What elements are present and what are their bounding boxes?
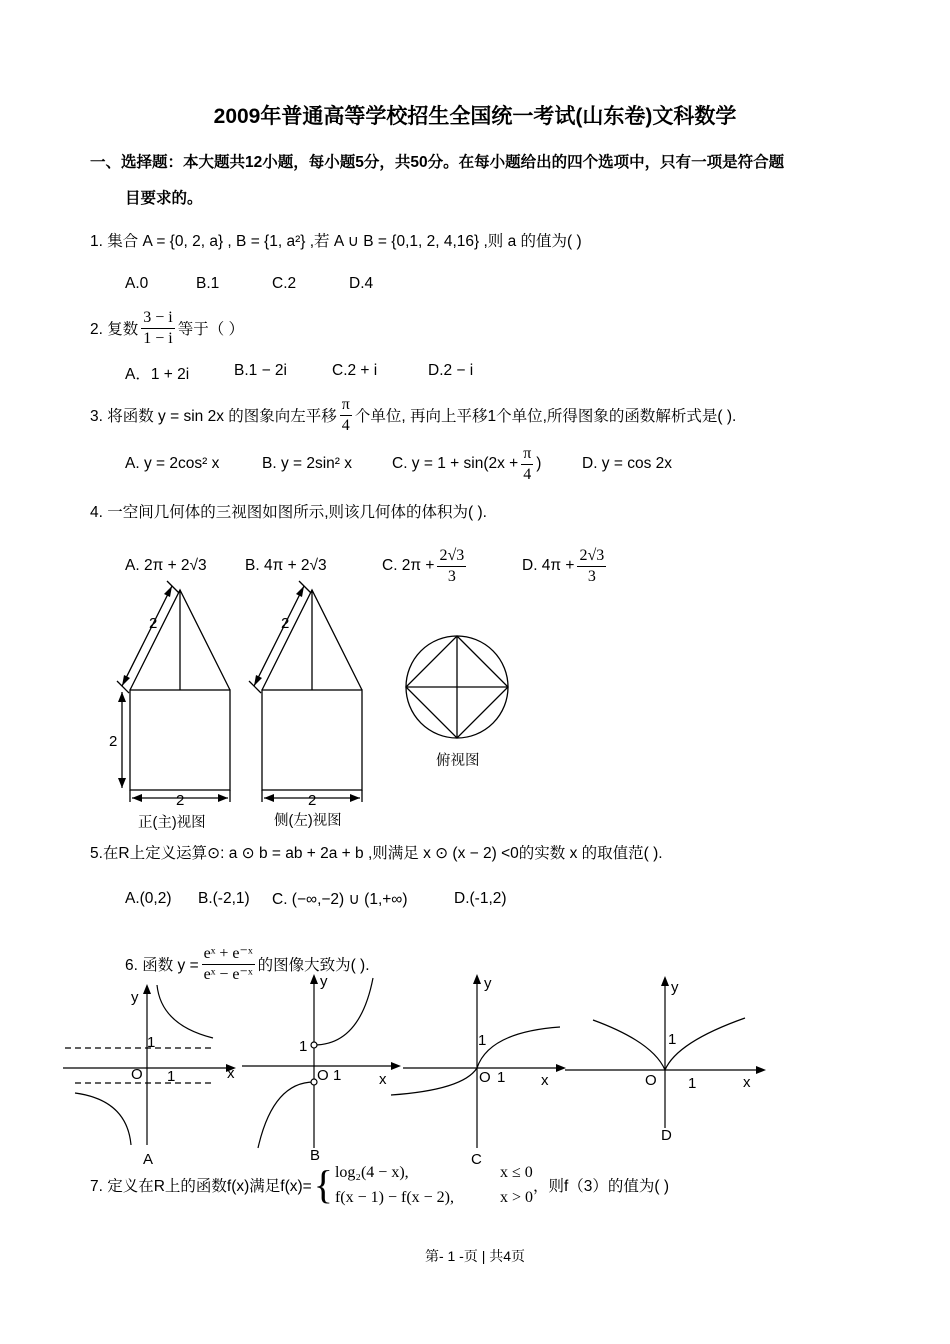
side-view-caption: 侧(左)视图 <box>274 813 342 829</box>
graph-d-one-y-label: 1 <box>668 1031 677 1048</box>
q3-frac-num: π <box>340 395 352 416</box>
q5-option-d: D.(-1,2) <box>454 890 507 907</box>
arrowhead <box>264 794 274 802</box>
q3-option-c <box>392 442 541 486</box>
q2-prefix: 2. 复数 <box>90 321 139 338</box>
q4-d-frac-num: 2√3 <box>577 546 606 567</box>
q7-suffix: ，则f（3）的值为( ) <box>532 1178 670 1195</box>
arrowhead <box>132 794 142 802</box>
q5-option-a: A.(0,2) <box>125 890 172 907</box>
section-heading-line1: 一、选择题：本大题共12小题，每小题5分，共50分。在每小题给出的四个选项中，只有一项是符合题 <box>90 154 785 171</box>
page-footer: 第- 1 -页 | 共4页 <box>424 1248 526 1264</box>
front-slant-label: 2 <box>149 615 158 632</box>
arrowhead <box>118 692 126 702</box>
q4-c-frac-den: 3 <box>447 567 456 585</box>
arrowhead <box>310 974 318 984</box>
q7-case-2-expr: f(x − 1) − f(x − 2), <box>334 1189 454 1206</box>
q3-option-c-post: ) <box>536 455 542 472</box>
q6-suffix: 的图像大致为( ). <box>257 957 370 974</box>
q3-option-a: A. y = 2cos² x <box>125 455 220 472</box>
q6-frac-den: eˣ − e⁻ˣ <box>203 965 253 983</box>
q3-option-d: D. y = cos 2x <box>582 455 673 472</box>
graph-a-one-y-label: 1 <box>147 1034 156 1051</box>
graph-c-x-label: x <box>541 1072 549 1089</box>
q2-option-d: D.2 − i <box>428 362 474 379</box>
graph-b-caption: B <box>310 1147 321 1164</box>
function-graphs-figure <box>55 970 775 1170</box>
arrowhead <box>218 794 228 802</box>
q7-brace: { <box>313 1162 333 1207</box>
graph-c-y-label: y <box>484 975 492 992</box>
arrowhead <box>756 1066 766 1074</box>
q1-option-c: C.2 <box>272 275 297 292</box>
q4-d-frac-den: 3 <box>587 567 596 585</box>
arrowhead <box>143 984 151 994</box>
graph-d-one-x-label: 1 <box>688 1075 697 1092</box>
q3-fraction <box>340 395 352 436</box>
graph-d-origin-label: O <box>645 1072 657 1089</box>
q7-case-1 <box>335 1160 533 1185</box>
q3-option-c-pre: C. y = 1 + sin(2x + <box>392 455 519 472</box>
front-slant-dimension <box>122 586 172 686</box>
question-3-stem <box>90 393 736 437</box>
q4-option-d <box>522 542 609 590</box>
question-7-stem <box>90 1155 669 1215</box>
q2-option-c: C.2 + i <box>332 362 378 379</box>
q7-case-2 <box>335 1185 533 1210</box>
q5-option-b: B.(-2,1) <box>198 890 250 907</box>
top-view-caption: 俯视图 <box>436 753 480 769</box>
question-4-stem: 4. 一空间几何体的三视图如图所示,则该几何体的体积为( ). <box>90 504 487 521</box>
arrowhead <box>254 675 262 686</box>
graph-b-one-x-label: 1 <box>333 1067 342 1084</box>
side-slant-dimension <box>254 586 304 686</box>
graph-a-origin-label: O <box>131 1066 143 1083</box>
q2-frac-num: 3 − i <box>141 308 174 329</box>
arrowhead <box>350 794 360 802</box>
graph-b-lower-branch <box>258 1082 314 1148</box>
graph-a-x-label: x <box>227 1065 235 1082</box>
question-5-stem: 5.在R上定义运算⊙: a ⊙ b = ab + 2a + b ,则满足 x ⊙ (x − 2) <0的实数 x 的取值范( ). <box>90 845 663 862</box>
q1-option-a: A.0 <box>125 275 149 292</box>
front-height-label: 2 <box>109 733 118 750</box>
graph-b-x-label: x <box>379 1071 387 1088</box>
arrowhead <box>296 586 304 597</box>
arrowhead <box>473 974 481 984</box>
q2-suffix: 等于（ ） <box>177 321 245 338</box>
graph-b-open-point-upper <box>311 1042 317 1048</box>
question-2-stem <box>90 306 244 350</box>
q6-frac-num: eˣ + e⁻ˣ <box>202 944 255 965</box>
graph-c-one-y-label: 1 <box>478 1032 487 1049</box>
q4-option-d-pre: D. 4π + <box>522 557 575 574</box>
side-width-label: 2 <box>308 792 317 809</box>
q4-option-b: B. 4π + 2√3 <box>245 557 327 574</box>
graph-c-origin-label: O <box>479 1069 491 1086</box>
arrowhead <box>118 778 126 788</box>
graph-d-x-label: x <box>743 1074 751 1091</box>
q7-case-2-cond: x > 0 <box>499 1189 533 1206</box>
q7-prefix: 7. 定义在R上的函数f(x)满足f(x)= <box>90 1178 312 1195</box>
q7-case-1-cond: x ≤ 0 <box>499 1164 533 1181</box>
q4-option-c-pre: C. 2π + <box>382 557 435 574</box>
arrowhead <box>164 586 172 597</box>
graph-a-caption: A <box>143 1151 154 1168</box>
graph-d-y-label: y <box>671 979 679 996</box>
q7-case-1-expr: log₂(4 − x), <box>334 1164 409 1181</box>
arrowhead <box>391 1062 401 1070</box>
front-view-square <box>130 690 230 790</box>
graph-b-y-label: y <box>320 973 328 990</box>
question-1-stem: 1. 集合 A = {0, 2, a} , B = {1, a²} ,若 A ∪ B = {0,1, 2, 4,16} ,则 a 的值为( ) <box>90 233 582 250</box>
side-slant-label: 2 <box>281 615 290 632</box>
graph-c-caption: C <box>471 1151 482 1168</box>
q2-option-b: B.1 − 2i <box>234 362 287 379</box>
q3-frac-den: 4 <box>341 416 350 434</box>
arrowhead <box>122 675 130 686</box>
graph-a-right-branch <box>157 985 213 1038</box>
front-width-label: 2 <box>176 792 185 809</box>
graph-b-one-y-label: 1 <box>299 1038 308 1055</box>
graph-a-left-branch <box>75 1093 131 1145</box>
q3-c-frac-den: 4 <box>523 465 532 483</box>
q3-suffix: 个单位, 再向上平移1个单位,所得图象的函数解析式是( ). <box>354 408 737 425</box>
front-view-caption: 正(主)视图 <box>138 815 206 831</box>
graph-c-curve <box>391 1027 560 1095</box>
q1-option-d: D.4 <box>349 275 374 292</box>
three-view-figure <box>100 580 520 835</box>
q3-prefix: 3. 将函数 y = sin 2x 的图象向左平移 <box>90 408 337 425</box>
q2-frac-den: 1 − i <box>143 329 173 347</box>
q7-cases <box>335 1160 533 1210</box>
q4-c-frac-num: 2√3 <box>437 546 466 567</box>
graph-d-caption: D <box>661 1127 672 1144</box>
q5-option-c: C. (−∞,−2) ∪ (1,+∞) <box>272 891 408 908</box>
q3-option-c-fraction <box>521 444 533 485</box>
arrowhead <box>556 1064 566 1072</box>
graph-b-origin-label: O <box>317 1067 329 1084</box>
side-view-square <box>262 690 362 790</box>
q6-prefix: 6. 函数 y = <box>125 957 199 974</box>
arrowhead <box>661 976 669 986</box>
section-heading-line2: 目要求的。 <box>125 190 203 207</box>
q4-option-d-fraction <box>577 546 606 587</box>
graph-c-one-x-label: 1 <box>497 1069 506 1086</box>
paper-title: 2009年普通高等学校招生全国统一考试(山东卷)文科数学 <box>213 105 737 128</box>
graph-a-one-x-label: 1 <box>167 1068 176 1085</box>
graph-a-y-label: y <box>131 989 139 1006</box>
q3-c-frac-num: π <box>521 444 533 465</box>
q1-option-b: B.1 <box>196 275 220 292</box>
q3-option-b: B. y = 2sin² x <box>262 455 353 472</box>
q2-option-a: A．1 + 2i <box>125 366 190 383</box>
q4-option-a: A. 2π + 2√3 <box>125 557 207 574</box>
q2-fraction <box>141 308 174 349</box>
